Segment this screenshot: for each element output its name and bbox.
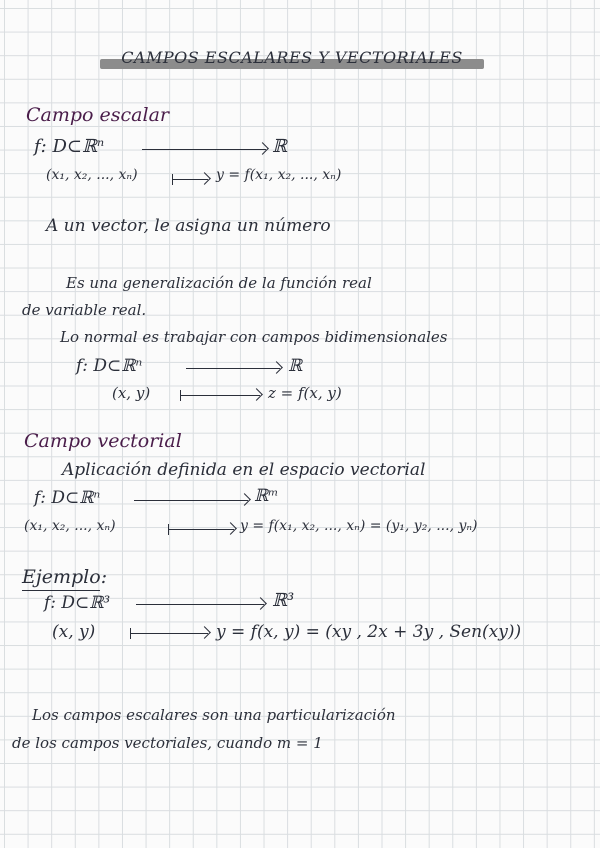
bidim-map-arrow: [180, 395, 260, 396]
vector-field-heading: Campo vectorial: [24, 430, 182, 452]
bidim-map-output: z = f(x, y): [268, 384, 342, 402]
scalar-map-arrow: [172, 179, 208, 180]
scalar-def-arrow: [142, 149, 266, 150]
vector-description: Aplicación definida en el espacio vectorial: [62, 460, 426, 480]
scalar-def-domain: f: D⊂ℝⁿ: [34, 136, 105, 157]
example-def-domain: f: D⊂ℝ³: [44, 593, 111, 613]
vector-map-input: (x₁, x₂, ..., xₙ): [24, 518, 116, 534]
example-map-output: y = f(x, y) = (xy , 2x + 3y , Sen(xy)): [216, 622, 522, 642]
vector-def-arrow: [134, 500, 248, 501]
scalar-field-heading: Campo escalar: [26, 104, 169, 126]
bidim-def-domain: f: D⊂ℝⁿ: [76, 356, 143, 376]
vector-def-domain: f: D⊂ℝⁿ: [34, 488, 101, 508]
scalar-map-output: y = f(x₁, x₂, ..., xₙ): [216, 167, 342, 183]
scalar-note-line1: Es una generalización de la función real: [66, 274, 372, 292]
conclusion-line1: Los campos escalares son una particularización: [32, 706, 396, 724]
scalar-note-line3: Lo normal es trabajar con campos bidimensionales: [60, 328, 448, 346]
bidim-def-codomain: ℝ: [288, 356, 303, 376]
scalar-map-input: (x₁, x₂, ..., xₙ): [46, 167, 138, 183]
example-underline: [22, 590, 100, 591]
scalar-def-codomain: ℝ: [272, 136, 287, 157]
page-title: CAMPOS ESCALARES Y VECTORIALES: [121, 48, 463, 67]
example-def-codomain: ℝ³: [272, 590, 295, 611]
title-block: [100, 48, 484, 70]
bidim-map-input: (x, y): [112, 384, 151, 402]
scalar-note-line2: de variable real.: [22, 301, 147, 319]
example-heading: Ejemplo:: [22, 566, 108, 588]
example-def-arrow: [136, 604, 264, 605]
example-map-arrow: [130, 633, 208, 634]
vector-map-output: y = f(x₁, x₂, ..., xₙ) = (y₁, y₂, ..., yₙ): [240, 518, 478, 534]
example-map-input: (x, y): [52, 622, 96, 642]
bidim-def-arrow: [186, 368, 280, 369]
conclusion-line2: de los campos vectoriales, cuando m = 1: [12, 734, 323, 752]
vector-map-arrow: [168, 529, 234, 530]
vector-def-codomain: ℝᵐ: [254, 486, 279, 506]
scalar-description: A un vector, le asigna un número: [46, 216, 331, 236]
